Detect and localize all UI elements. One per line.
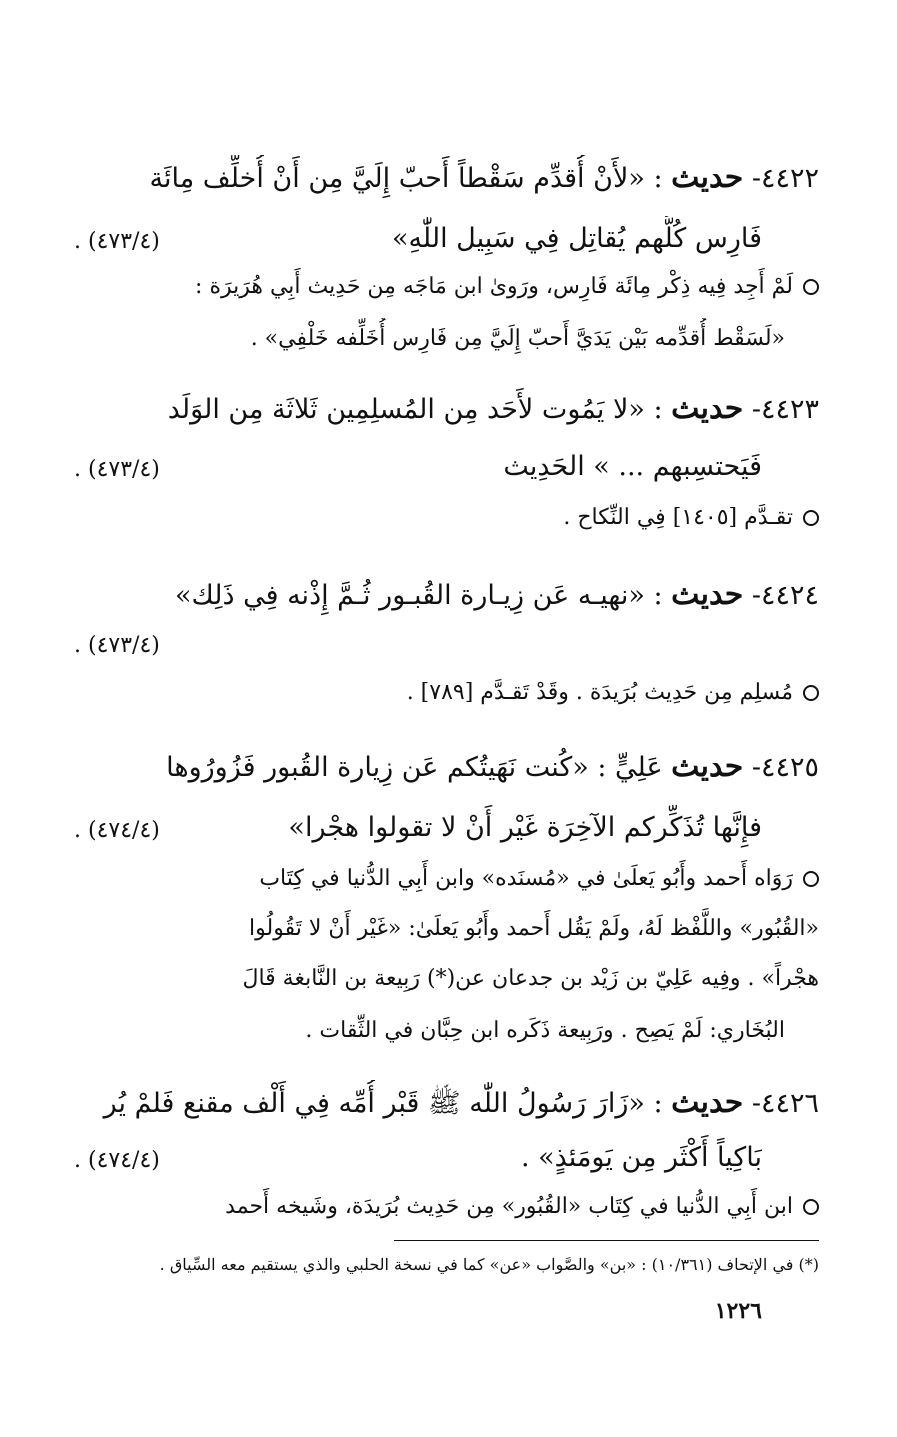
hadith-text: «كُنت نَهَيتُكم عَن زِيارة القُبور فَزُورُوها [166, 752, 589, 783]
footnote-divider [394, 1240, 819, 1241]
hadith-text: «لا يَمُوت لأَحَد مِن المُسلِمِين ثَلاثَة مِن الوَلَد [167, 394, 645, 425]
hadith-number: ٤٤٢٣ [760, 394, 819, 425]
hadith-number: ٤٤٢٢ [760, 163, 819, 194]
hadith-label: حديث [671, 749, 744, 784]
hadith-4422-line2: فَارِس كُلُّهم يُقاتِل فِي سَبِيل اللّٰهِ» [391, 223, 762, 254]
commentary-text: ابن أَبِي الدُّنيا في كِتَاب «القُبُور» مِن حَدِيث بُرَيدَة، وشَيخه أَحمد [225, 1194, 793, 1219]
hadith-text: «نهيـه عَن زِيـارة القُبـور ثُـمَّ إِذْنه فِي ذَلِك» [174, 580, 645, 611]
hadith-4423-line1: ٤٤٢٣- حديث : «لا يَمُوت لأَحَد مِن المُسلِمِين ثَلاثَة مِن الوَلَد [167, 391, 819, 426]
commentary-4422-line1 [74, 266, 819, 308]
hadith-label: حديث [671, 1085, 744, 1120]
hadith-text: «زَارَ رَسُولُ اللّٰه ﷺ قَبْر أُمِّه فِي أَلْف مقنع فَلمْ يُر [103, 1088, 645, 1119]
hadith-4425-line2: فإِنَّها تُذَكِّركم الآخِرَة غَيْر أَنْ لا تقولوا هجْرا» [288, 812, 762, 843]
commentary-4423-line1 [74, 497, 819, 539]
hadith-4425-ref: (٤٧٤/٤) . [74, 818, 160, 843]
commentary-4425-line2: «القُبُور» واللَّفْظ لَهُ، ولَمْ يَقُل أَحمد وأَبُو يَعلَىٰ: «غَيْر أَنْ لا تَقُولُوا [249, 916, 819, 941]
hadith-number: ٤٤٢٦ [760, 1088, 819, 1119]
circle-marker-icon [803, 1199, 819, 1215]
commentary-text: مُسلِم مِن حَدِيث بُرَيدَة . وقَدْ تَقـدَّم [٧٨٩] . [406, 680, 793, 705]
hadith-4423-line2: فَيَحتسِبهم ... » الحَدِيث [503, 451, 762, 482]
circle-marker-icon [803, 685, 819, 701]
hadith-4426-line1: ٤٤٢٦- حديث : «زَارَ رَسُولُ اللّٰه ﷺ قَبْر أُمِّه فِي أَلْف مقنع فَلمْ يُر [103, 1085, 819, 1120]
hadith-attribution: عَلِيٍّ [615, 752, 663, 783]
commentary-4425-line3: هجْراً» . وفِيه عَلِيّ بن زَيْد بن جدعان عن(*) رَبِيعة بن النَّابغة قَالَ [242, 966, 819, 991]
circle-marker-icon [803, 871, 819, 887]
hadith-4426-line2: بَاكِياً أَكْثَر مِن يَومَئذٍ» . [520, 1142, 762, 1173]
commentary-4426-line1 [74, 1186, 819, 1228]
footnote: (*) في الإتحاف (١٠/٣٦١) : «بن» والصَّواب «عن» كما في نسخة الحلبي والذي يستقيم معه السِّياق . [159, 1255, 819, 1274]
hadith-4426-ref: (٤٧٤/٤) . [74, 1148, 160, 1173]
commentary-4422-line2: «لَسَقْط أُقدِّمه بَيْن يَدَيَّ أَحبّ إِلَيَّ مِن فَارِس أُخَلِّفه خَلْفِي» . [250, 326, 785, 351]
hadith-4422-ref: (٤٧٣/٤) . [74, 229, 160, 254]
commentary-text: لَمْ أَجِد فِيه ذِكْر مِائَة فَارِس، ورَوىٰ ابن مَاجَه مِن حَدِيث أَبِي هُرَيرَة : [195, 274, 793, 299]
hadith-number: ٤٤٢٤ [760, 580, 819, 611]
commentary-4425-line4: البُخَاري: لَمْ يَصِح . ورَبِيعة ذَكَره ابن حِبَّان في الثِّقات . [305, 1018, 785, 1043]
commentary-4425-line1 [74, 858, 819, 900]
circle-marker-icon [803, 279, 819, 295]
hadith-4422-line1: ٤٤٢٢- حديث : «لأَنْ أُقدِّم سَقْطاً أَحبّ إِلَيَّ مِن أَنْ أُخلِّف مِائَة [149, 160, 819, 195]
hadith-4424-line1: ٤٤٢٤- حديث : «نهيـه عَن زِيـارة القُبـور ثُـمَّ إِذْنه فِي ذَلِك» [174, 577, 819, 612]
circle-marker-icon [803, 510, 819, 526]
hadith-4425-line1: ٤٤٢٥- حديث عَلِيٍّ : «كُنت نَهَيتُكم عَن زِيارة القُبور فَزُورُوها [166, 749, 819, 784]
commentary-4424-line1 [74, 672, 819, 714]
hadith-label: حديث [671, 160, 744, 195]
hadith-4423-ref: (٤٧٣/٤) . [74, 457, 160, 482]
hadith-label: حديث [671, 391, 744, 426]
commentary-text: رَوَاه أَحمد وأَبُو يَعلَىٰ في «مُسنَده» وابن أَبِي الدُّنيا في كِتَاب [259, 866, 793, 891]
commentary-text: تقـدَّم [١٤٠٥] فِي النِّكاح . [563, 505, 793, 530]
hadith-text: «لأَنْ أُقدِّم سَقْطاً أَحبّ إِلَيَّ مِن أَنْ أُخلِّف مِائَة [149, 163, 645, 194]
hadith-number: ٤٤٢٥ [760, 752, 819, 783]
hadith-4424-ref: (٤٧٣/٤) . [74, 633, 160, 658]
page-number: ١٢٢٦ [714, 1298, 762, 1324]
hadith-label: حديث [671, 577, 744, 612]
